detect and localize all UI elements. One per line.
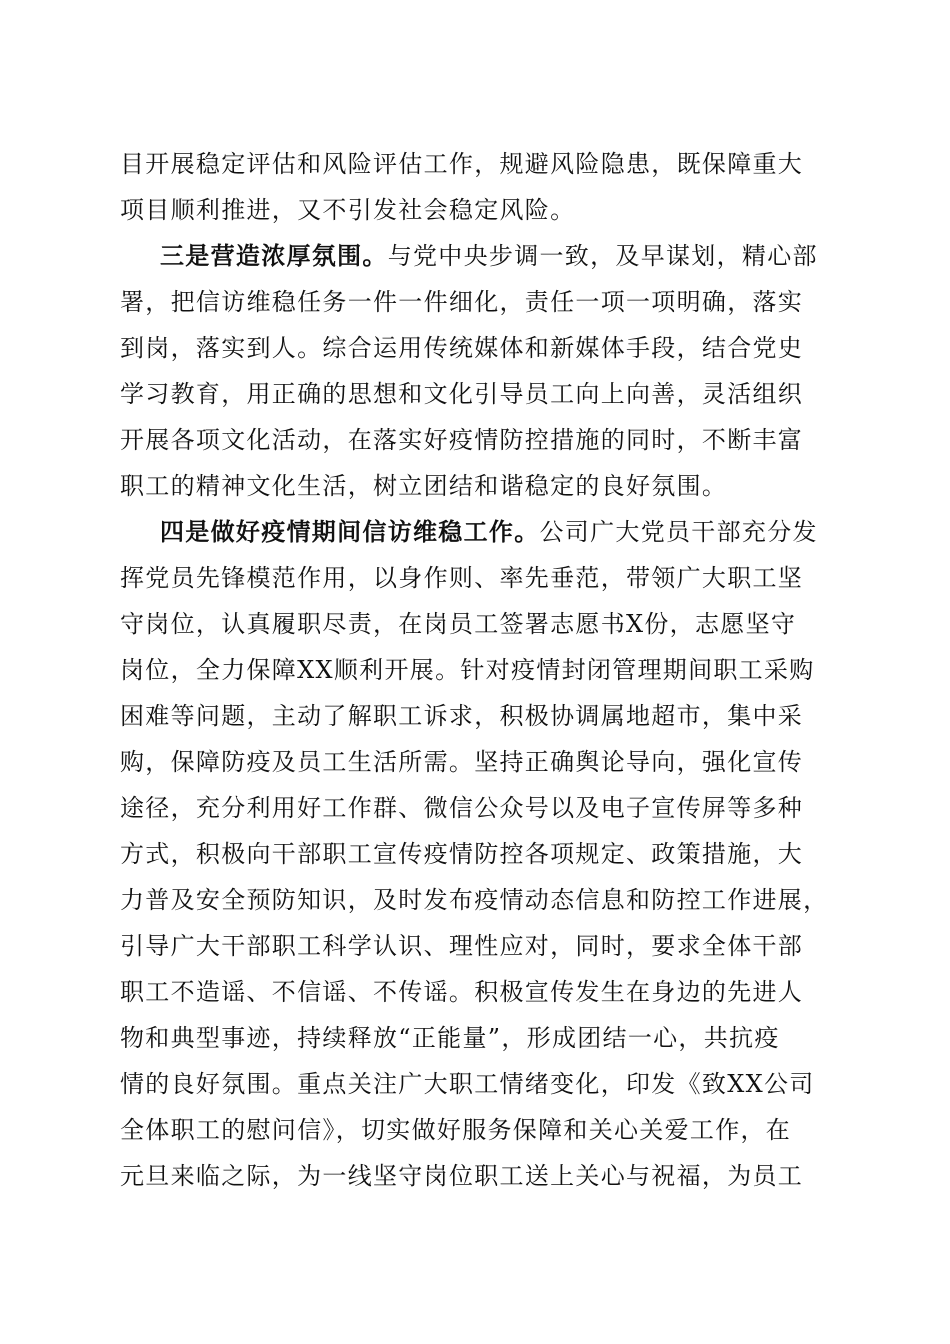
line-text: 元旦来临之际，为一线坚守岗位职工送上关心与祝福，为员工 bbox=[120, 1162, 804, 1190]
line-text: 到岗，落实到人。综合运用传统媒体和新媒体手段，结合党史 bbox=[120, 334, 804, 362]
paragraph-line bbox=[120, 650, 830, 690]
paragraph-line bbox=[120, 1064, 830, 1104]
paragraph-line bbox=[160, 512, 830, 552]
line-text: 守岗位，认真履职尽责，在岗员工签署志愿书X份，志愿坚守 bbox=[120, 610, 797, 638]
line-text: 职工的精神文化生活，树立团结和谐稳定的良好氛围。 bbox=[120, 472, 728, 500]
section-lead: 三是营造浓厚氛围。 bbox=[160, 241, 388, 270]
paragraph-line bbox=[120, 696, 830, 736]
paragraph-line bbox=[120, 328, 830, 368]
paragraph-line bbox=[120, 1110, 830, 1150]
paragraph-line bbox=[120, 926, 830, 966]
line-text: 公司广大党员干部充分发 bbox=[539, 518, 818, 546]
paragraph-line bbox=[120, 972, 830, 1012]
line-text: 职工不造谣、不信谣、不传谣。积极宣传发生在身边的先进人 bbox=[120, 978, 804, 1006]
line-text: 全体职工的慰问信》，切实做好服务保障和关心关爱工作，在 bbox=[120, 1116, 792, 1144]
paragraph-line bbox=[120, 420, 830, 460]
line-text: 方式，积极向干部职工宣传疫情防控各项规定、政策措施，大 bbox=[120, 840, 804, 868]
line-text: 情的良好氛围。重点关注广大职工情绪变化，印发《致XX公司 bbox=[120, 1070, 815, 1098]
paragraph-line bbox=[120, 374, 830, 414]
line-text: 力普及安全预防知识，及时发布疫情动态信息和防控工作进展， bbox=[120, 886, 829, 914]
paragraph-line bbox=[120, 788, 830, 828]
paragraph-line bbox=[120, 1156, 830, 1196]
line-text: 学习教育，用正确的思想和文化引导员工向上向善，灵活组织 bbox=[120, 380, 804, 408]
paragraph-line bbox=[120, 1018, 830, 1058]
paragraph-line bbox=[120, 190, 830, 230]
line-text: 引导广大干部职工科学认识、理性应对，同时，要求全体干部 bbox=[120, 932, 804, 960]
line-text: 购，保障防疫及员工生活所需。坚持正确舆论导向，强化宣传 bbox=[120, 748, 804, 776]
section-lead: 四是做好疫情期间信访维稳工作。 bbox=[160, 517, 540, 546]
line-text: 困难等问题，主动了解职工诉求，积极协调属地超市，集中采 bbox=[120, 702, 804, 730]
line-text: 途径，充分利用好工作群、微信公众号以及电子宣传屏等多种 bbox=[120, 794, 804, 822]
line-text: 物和典型事迹，持续释放“正能量”，形成团结一心，共抗疫 bbox=[120, 1024, 780, 1052]
line-text: 开展各项文化活动，在落实好疫情防控措施的同时，不断丰富 bbox=[120, 426, 804, 454]
paragraph-line bbox=[120, 144, 830, 184]
line-text: 与党中央步调一致，及早谋划，精心部 bbox=[387, 242, 818, 270]
paragraph-line bbox=[120, 604, 830, 644]
paragraph-line bbox=[120, 880, 830, 920]
paragraph-line bbox=[120, 466, 830, 506]
line-text: 署，把信访维稳任务一件一件细化，责任一项一项明确，落实 bbox=[120, 288, 804, 316]
paragraph-line bbox=[120, 282, 830, 322]
paragraph-line bbox=[160, 236, 830, 276]
line-text: 项目顺利推进，又不引发社会稳定风险。 bbox=[120, 196, 576, 224]
paragraph-line bbox=[120, 834, 830, 874]
line-text: 目开展稳定评估和风险评估工作，规避风险隐患，既保障重大 bbox=[120, 150, 804, 178]
line-text: 挥党员先锋模范作用，以身作则、率先垂范，带领广大职工坚 bbox=[120, 564, 804, 592]
paragraph-line bbox=[120, 742, 830, 782]
paragraph-line bbox=[120, 558, 830, 598]
line-text: 岗位，全力保障XX顺利开展。针对疫情封闭管理期间职工采购 bbox=[120, 656, 815, 684]
